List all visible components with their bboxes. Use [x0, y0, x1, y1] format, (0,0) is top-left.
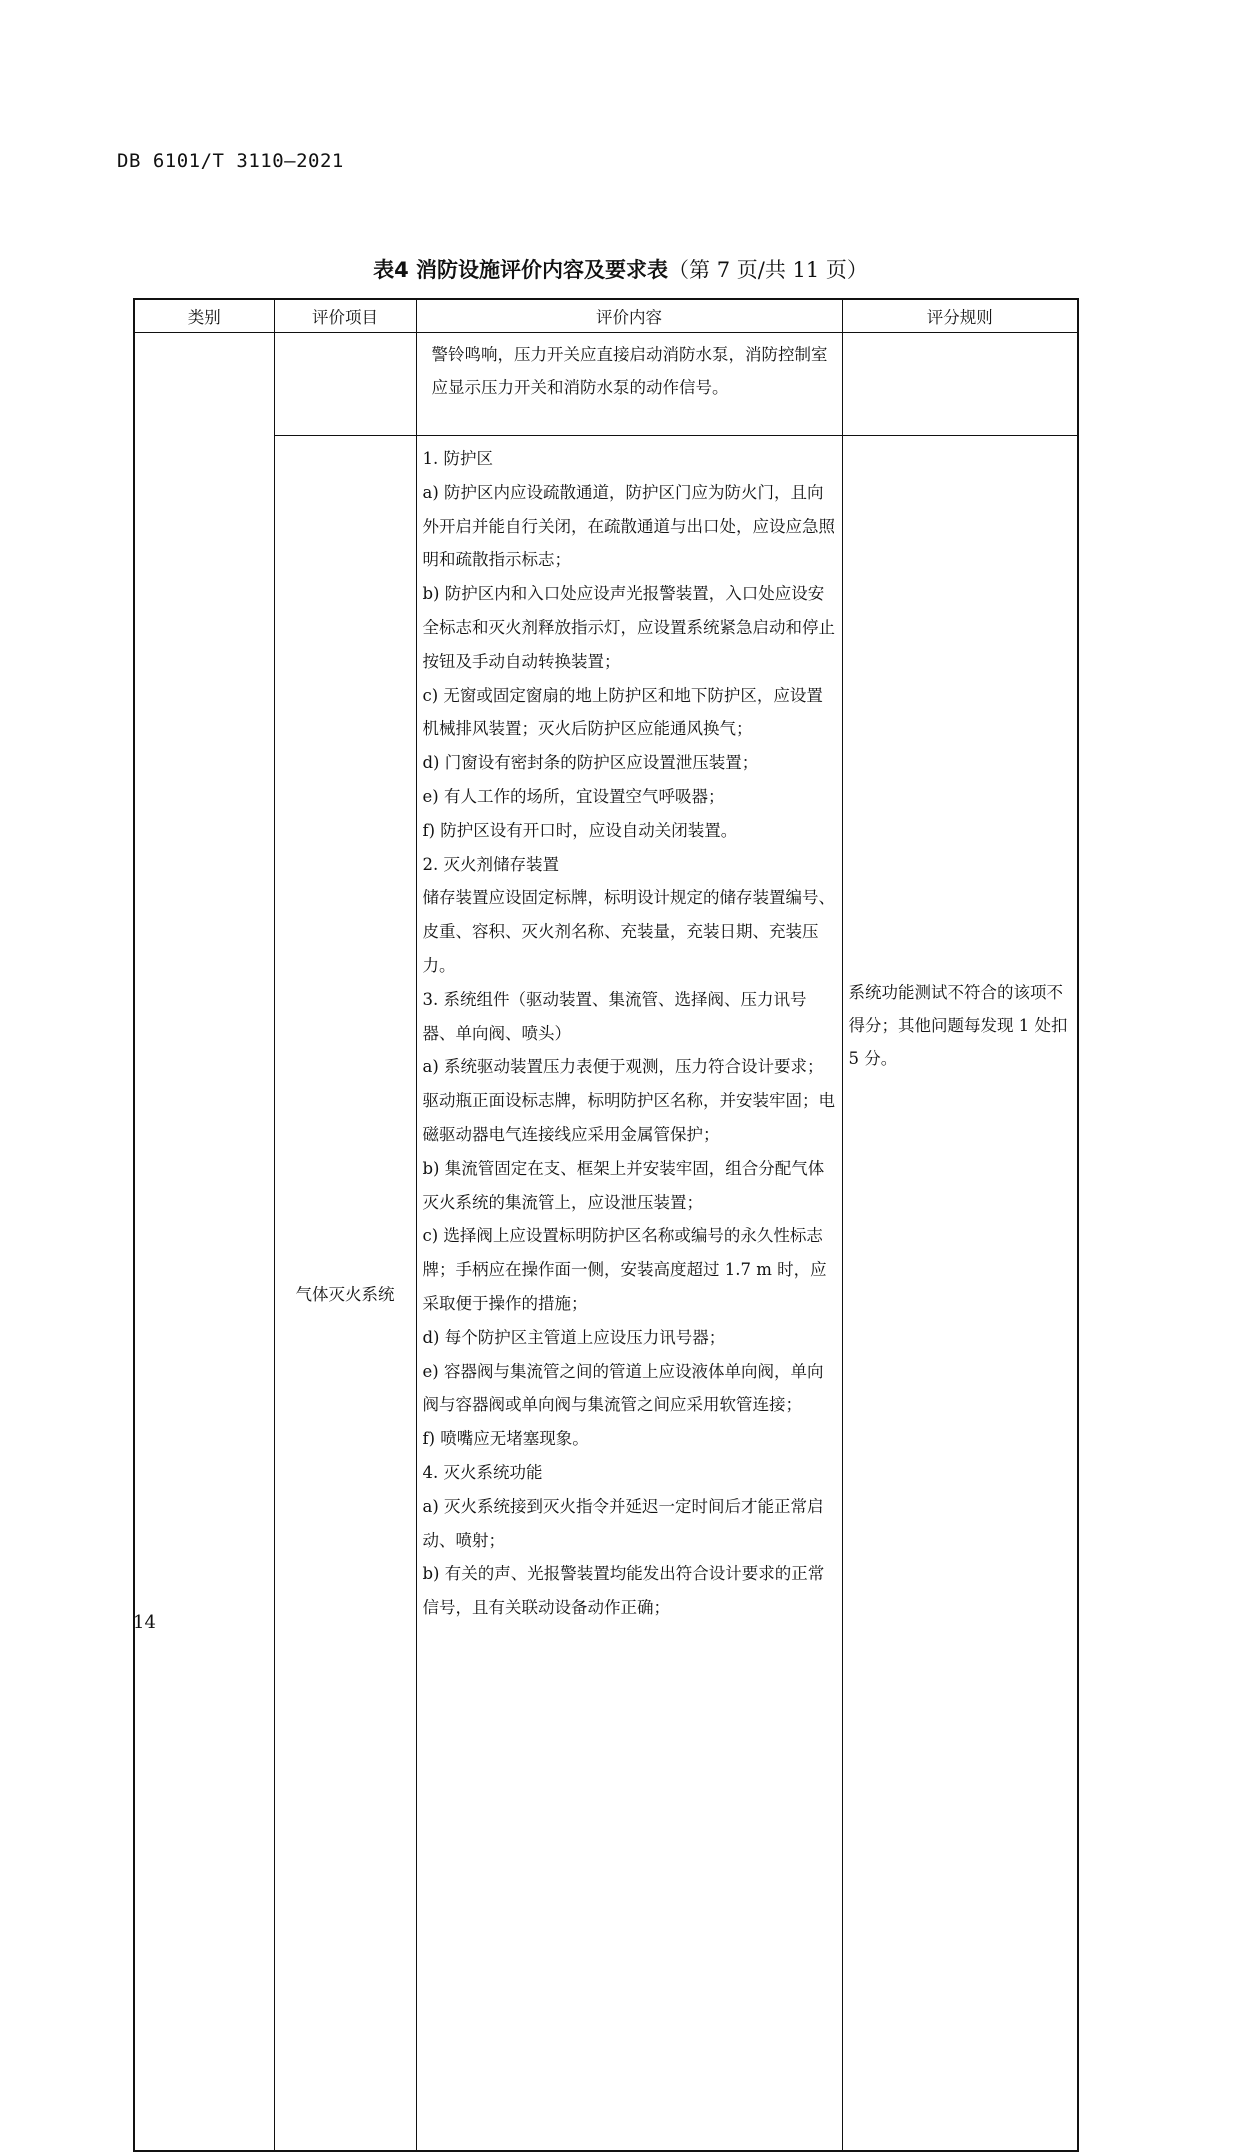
page-number: 14	[133, 1612, 156, 1633]
content-line: e) 有人工作的场所，宜设置空气呼吸器；	[422, 786, 725, 806]
evaluation-table	[133, 298, 1079, 2152]
document-id: DB 6101/T 3110—2021	[117, 150, 344, 172]
content-line: 2. 灭火剂储存装置	[422, 854, 559, 874]
content-line: a) 灭火系统接到灭火指令并延迟一定时间后才能正常启动、喷射；	[422, 1496, 824, 1550]
header-rule: 评分规则	[842, 299, 1078, 333]
content-text: 警铃鸣响，压力开关应直接启动消防水泵，消防控制室应显示压力开关和消防水泵的动作信号。	[431, 345, 828, 397]
content-line: e) 容器阀与集流管之间的管道上应设液体单向阀，单向阀与容器阀或单向阀与集流管之间应采用软管连接；	[422, 1361, 824, 1415]
content-line: d) 门窗设有密封条的防护区应设置泄压装置；	[422, 753, 759, 773]
content-cell	[416, 333, 842, 436]
rule-cell	[842, 333, 1078, 436]
category-cell	[134, 333, 274, 2152]
rule-cell: 系统功能测试不符合的该项不得分；其他问题每发现 1 处扣 5 分。	[842, 436, 1078, 2152]
content-cell	[416, 436, 842, 2152]
content-line: b) 集流管固定在支、框架上并安装牢固，组合分配气体灭火系统的集流管上，应设泄压装置；	[422, 1158, 825, 1212]
content-line: a) 系统驱动装置压力表便于观测，压力符合设计要求；驱动瓶正面设标志牌，标明防护区名称，并安装牢固；电磁驱动器电气连接线应采用金属管保护；	[422, 1057, 835, 1144]
table-row	[134, 436, 1078, 2152]
table-title	[0, 254, 1241, 284]
table-title-page-info: （第 7 页/共 11 页）	[668, 258, 868, 282]
content-line: c) 无窗或固定窗扇的地上防护区和地下防护区，应设置机械排风装置；灭火后防护区应能通风换气；	[422, 685, 823, 739]
table-title-main: 表4 消防设施评价内容及要求表	[373, 258, 669, 282]
content-line: d) 每个防护区主管道上应设压力讯号器；	[422, 1327, 726, 1347]
content-line: f) 喷嘴应无堵塞现象。	[422, 1429, 589, 1449]
content-line: 1. 防护区	[422, 449, 493, 468]
table-header-row	[134, 299, 1078, 333]
content-line: a) 防护区内应设疏散通道，防护区门应为防火门，且向外开启并能自行关闭，在疏散通道与出口处，应设应急照明和疏散指示标志；	[422, 482, 835, 570]
content-line: b) 防护区内和入口处应设声光报警装置，入口处应设安全标志和灭火剂释放指示灯，应设置系统紧急启动和停止按钮及手动自动转换装置；	[422, 584, 835, 671]
item-cell	[274, 333, 416, 436]
content-line: b) 有关的声、光报警装置均能发出符合设计要求的正常信号，且有关联动设备动作正确；	[422, 1564, 825, 1618]
content-line: c) 选择阀上应设置标明防护区名称或编号的永久性标志牌；手柄应在操作面一侧，安装高度超过 1.7 m 时，应采取便于操作的措施；	[422, 1226, 827, 1313]
content-line: f) 防护区设有开口时，应设自动关闭装置。	[422, 820, 738, 840]
table-row	[134, 333, 1078, 436]
item-cell: 气体灭火系统	[274, 436, 416, 2152]
header-item: 评价项目	[274, 299, 416, 333]
header-category: 类别	[134, 299, 274, 333]
content-line: 4. 灭火系统功能	[422, 1462, 543, 1482]
content-line: 3. 系统组件（驱动装置、集流管、选择阀、压力讯号器、单向阀、喷头）	[422, 989, 807, 1043]
content-line: 储存装置应设固定标牌，标明设计规定的储存装置编号、皮重、容积、灭火剂名称、充装量，充装日期、充装压力。	[422, 888, 835, 975]
header-content: 评价内容	[416, 299, 842, 333]
